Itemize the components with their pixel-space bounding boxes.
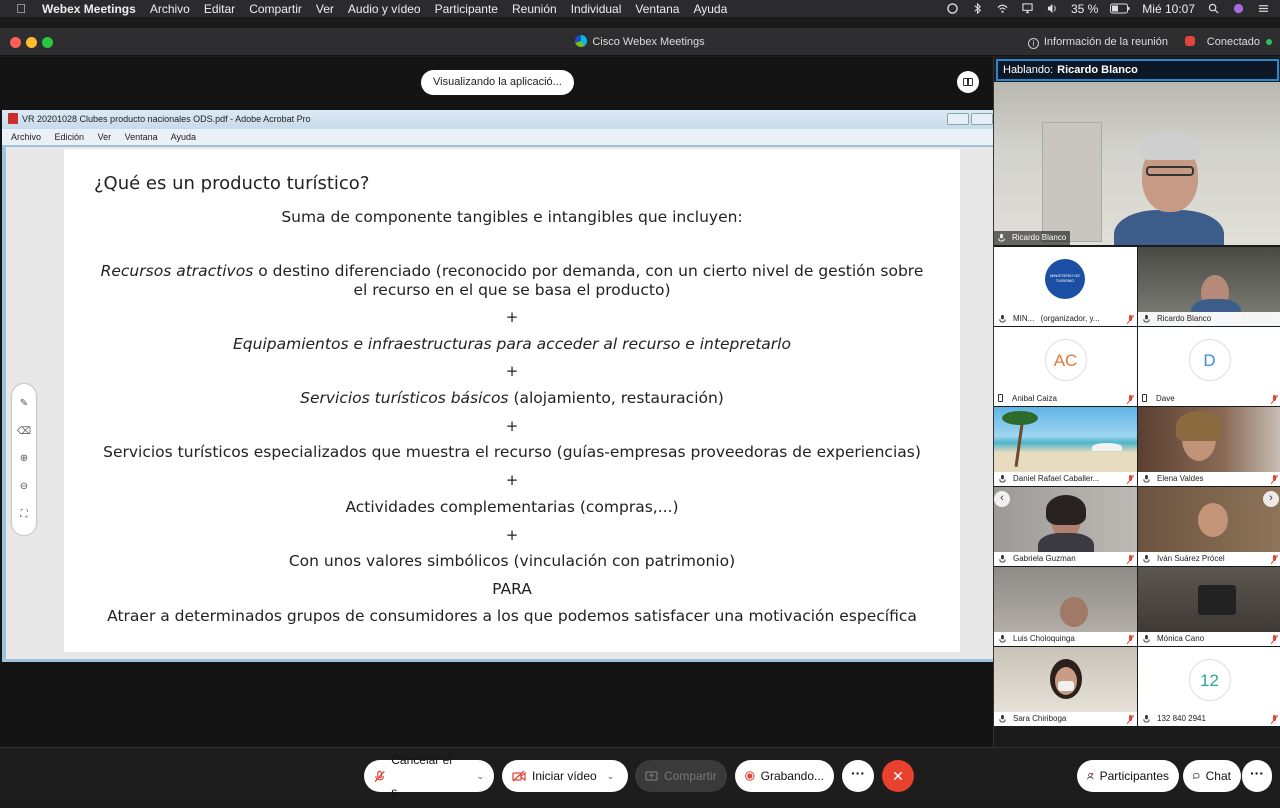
slide-plus-1: + — [505, 308, 519, 326]
slide-plus-4: + — [505, 471, 519, 489]
participant-name: Anibal Caiza — [1012, 394, 1057, 403]
layout-toggle-button[interactable] — [957, 71, 979, 93]
acrobat-restore-button[interactable] — [971, 113, 993, 125]
muted-mic-icon — [1271, 635, 1278, 644]
meeting-info-label: Información de la reunión — [1043, 36, 1168, 48]
sync-icon[interactable] — [946, 3, 959, 14]
pdf-slide — [64, 149, 960, 652]
fit-screen-icon[interactable]: ⛶ — [20, 509, 28, 521]
participant-name: Mónica Cano — [1157, 634, 1205, 643]
window-title-text: Cisco Webex Meetings — [592, 36, 705, 48]
audio-icon — [1142, 474, 1151, 483]
share-label: Compartir — [664, 769, 717, 783]
acrobat-menu-bar — [2, 129, 993, 145]
slide-line-atraer: Atraer a determinados grupos de consumidores a los que podemos satisfacer una motivación específica — [107, 607, 917, 625]
start-video-button[interactable] — [502, 760, 628, 792]
bluetooth-icon[interactable] — [971, 3, 984, 14]
phone-icon — [1142, 394, 1147, 402]
acrobat-menu-edicion[interactable]: Edición — [54, 132, 85, 142]
slide-line-equipamientos — [64, 335, 960, 353]
chevron-down-icon[interactable]: ⌄ — [476, 771, 484, 781]
slide-recursos-italic: Recursos atractivos — [100, 262, 254, 280]
participant-tile[interactable] — [1138, 327, 1280, 406]
acrobat-window-buttons — [947, 113, 993, 125]
active-speaker-label — [996, 59, 1279, 81]
wifi-icon[interactable] — [996, 3, 1009, 14]
viewing-application-pill[interactable]: Visualizando la aplicació... — [421, 70, 574, 95]
speaking-name: Ricardo Blanco — [1057, 64, 1138, 76]
video-off-icon — [512, 771, 526, 782]
participant-tile[interactable] — [994, 327, 1137, 406]
participant-name-bar — [994, 392, 1137, 406]
audio-icon — [998, 714, 1007, 723]
slide-heading: ¿Qué es un producto turístico? — [94, 173, 370, 194]
participant-tile[interactable] — [994, 647, 1137, 726]
participant-tile[interactable] — [994, 567, 1137, 646]
audio-icon — [998, 474, 1007, 483]
menu-app-name[interactable]: Webex Meetings — [42, 1, 136, 16]
next-page-button[interactable]: › — [1263, 491, 1279, 507]
participant-tile[interactable] — [1138, 247, 1280, 326]
participant-avatar: D — [1189, 339, 1231, 381]
connection-status-label: Conectado — [1206, 36, 1260, 48]
connected-dot-icon — [1266, 39, 1272, 45]
slide-line-servicios-basicos — [64, 389, 960, 407]
menu-compartir[interactable]: Compartir — [249, 1, 302, 16]
menu-archivo[interactable]: Archivo — [149, 1, 190, 16]
muted-mic-icon — [1271, 395, 1278, 404]
audio-icon — [998, 554, 1007, 563]
title-bar — [0, 28, 1280, 56]
slide-recursos-rest: o destino diferenciado (reconocido por demanda, con un cierto nivel de gestión sobre — [253, 262, 924, 280]
muted-mic-icon — [1271, 475, 1278, 484]
participant-name: Elena Valdes — [1157, 474, 1204, 483]
shared-content-area — [0, 57, 993, 747]
muted-mic-icon — [1127, 635, 1134, 644]
share-button[interactable] — [635, 760, 727, 792]
participant-name: Iván Suárez Prócel — [1157, 554, 1225, 563]
recording-indicator-icon — [1185, 36, 1195, 46]
connection-status — [1185, 28, 1272, 56]
slide-plus-3: + — [505, 417, 519, 435]
speaking-label: Hablando: — [1003, 64, 1054, 76]
unmute-label: Cancelar el s... — [391, 753, 452, 799]
eraser-icon[interactable]: ⌫ — [16, 425, 32, 437]
control-center-icon[interactable] — [1257, 3, 1270, 14]
unmute-button[interactable] — [364, 753, 494, 799]
volume-icon[interactable] — [1046, 3, 1059, 14]
participant-name: Dave — [1156, 394, 1175, 403]
slide-line-actividades: Actividades complementarias (compras,...) — [345, 498, 679, 516]
participant-name-bar — [994, 472, 1137, 486]
battery-icon[interactable] — [1110, 3, 1130, 14]
battery-percent[interactable]: 35 % — [1070, 1, 1099, 16]
muted-mic-icon — [1271, 555, 1278, 564]
acrobat-menu-ver[interactable]: Ver — [97, 132, 112, 142]
chat-icon — [1193, 770, 1200, 782]
acrobat-title-bar — [2, 110, 993, 129]
participant-name: Sara Chiriboga — [1013, 714, 1067, 723]
slide-equipamientos-italic: Equipamientos e infraestructuras para acceder al recurso e intepretarlo — [233, 335, 791, 353]
spotlight-search-icon[interactable] — [1207, 3, 1220, 14]
audio-icon — [1142, 314, 1151, 323]
meeting-info-button[interactable] — [1028, 28, 1168, 56]
more-panels-button[interactable]: ··· — [1242, 760, 1272, 792]
muted-mic-icon — [1127, 395, 1134, 404]
participants-video-panel — [993, 57, 1280, 747]
menu-participante[interactable]: Participante — [434, 1, 498, 16]
participant-name-bar — [1138, 392, 1280, 406]
menu-editar[interactable]: Editar — [203, 1, 236, 16]
prev-page-button[interactable]: ‹ — [994, 491, 1010, 507]
acrobat-menu-ventana[interactable]: Ventana — [124, 132, 158, 142]
recording-label: Grabando... — [760, 769, 824, 783]
participant-name: 132 840 2941 — [1157, 714, 1206, 723]
participant-name-bar — [1138, 552, 1280, 566]
slide-line-servicios-especializados: Servicios turísticos especializados que muestra el recurso (guías-empresas proveedoras de experiencias) — [103, 443, 921, 461]
more-options-button[interactable]: ··· — [842, 760, 874, 792]
audio-icon — [997, 233, 1006, 242]
muted-mic-icon — [1127, 315, 1134, 324]
audio-icon — [998, 314, 1007, 323]
participant-name: Daniel Rafael Caballer... — [1013, 474, 1100, 483]
audio-icon — [1142, 714, 1151, 723]
slide-servicios-basicos-rest: (alojamiento, restauración) — [508, 389, 724, 407]
slide-intro: Suma de componente tangibles e intangibles que incluyen: — [281, 208, 743, 226]
pdf-file-icon — [8, 113, 18, 124]
audio-icon — [1142, 634, 1151, 643]
slide-line-recursos-b: el recurso en el que se basa el producto) — [353, 281, 671, 299]
participant-name-bar — [1138, 472, 1280, 486]
participant-name: Luis Choloquinga — [1013, 634, 1075, 643]
participant-name-bar — [994, 632, 1137, 646]
menu-clock[interactable]: Mié 10:07 — [1142, 1, 1195, 16]
speaker-figure — [1124, 132, 1214, 245]
muted-mic-icon — [1127, 475, 1134, 484]
participant-avatar: AC — [1045, 339, 1087, 381]
menu-individual[interactable]: Individual — [570, 1, 622, 16]
muted-mic-icon — [1127, 555, 1134, 564]
slide-line-valores: Con unos valores simbólicos (vinculación con patrimonio) — [288, 552, 736, 570]
background-door — [1042, 122, 1102, 242]
acrobat-menu-ayuda[interactable]: Ayuda — [170, 132, 197, 142]
menu-bar — [0, 0, 1280, 17]
participant-tile[interactable] — [994, 487, 1137, 566]
chat-label: Chat — [1205, 769, 1231, 783]
participant-name-bar — [1138, 312, 1280, 326]
participant-tile[interactable] — [1138, 647, 1280, 726]
recording-button[interactable] — [735, 760, 834, 792]
acrobat-title: VR 20201028 Clubes producto nacionales ODS.pdf - Adobe Acrobat Pro — [22, 114, 311, 124]
participants-icon — [1087, 770, 1094, 783]
participant-tile[interactable] — [994, 247, 1137, 326]
participant-tile[interactable] — [994, 407, 1137, 486]
slide-para: PARA — [492, 580, 532, 598]
menu-ventana[interactable]: Ventana — [635, 1, 680, 16]
main-video-name: Ricardo Blanco — [1012, 233, 1067, 242]
menu-ayuda[interactable]: Ayuda — [693, 1, 728, 16]
active-speaker-video[interactable] — [994, 82, 1280, 245]
participant-name-bar — [994, 312, 1137, 326]
participant-name-bar — [1138, 632, 1280, 646]
slide-plus-5: + — [505, 526, 519, 544]
end-meeting-button[interactable]: ✕ — [882, 760, 914, 792]
record-icon — [745, 770, 755, 782]
apple-icon[interactable] — [14, 1, 28, 16]
webex-logo-icon — [575, 35, 587, 47]
muted-mic-icon — [1127, 715, 1134, 724]
audio-icon — [1142, 554, 1151, 563]
participant-role: (organizador, y... — [1040, 314, 1100, 323]
participant-name-bar — [1138, 712, 1280, 726]
main-video-name-bar — [994, 231, 1070, 245]
webex-window — [0, 28, 1280, 800]
draw-icon[interactable]: ✎ — [19, 397, 29, 409]
zoom-in-icon[interactable]: ⊕ — [19, 453, 29, 465]
slide-line-recursos — [64, 262, 960, 280]
participant-tile[interactable] — [1138, 407, 1280, 486]
meeting-controls — [0, 747, 1280, 800]
menu-ver[interactable]: Ver — [315, 1, 334, 16]
acrobat-minimize-button[interactable] — [947, 113, 969, 125]
participant-name-bar — [994, 552, 1137, 566]
layout-icon — [963, 78, 973, 86]
ministry-logo-text: MINISTERIO DE TURISMO — [1049, 273, 1080, 283]
info-icon: i — [1028, 38, 1039, 49]
start-video-label: Iniciar vídeo — [532, 769, 597, 783]
siri-icon[interactable] — [1232, 3, 1245, 14]
menu-audio-video[interactable]: Audio y vídeo — [347, 1, 421, 16]
slide-servicios-basicos-italic: Servicios turísticos básicos — [300, 389, 509, 407]
airplay-icon[interactable] — [1021, 3, 1034, 14]
acrobat-menu-archivo[interactable]: Archivo — [11, 132, 42, 142]
muted-mic-icon — [1271, 715, 1278, 724]
acrobat-window — [2, 110, 993, 662]
zoom-out-icon[interactable]: ⊖ — [19, 481, 29, 493]
participant-tile[interactable] — [1138, 487, 1280, 566]
slide-plus-2: + — [505, 362, 519, 380]
muted-mic-icon — [374, 770, 385, 783]
chevron-down-icon[interactable]: ⌄ — [606, 771, 615, 781]
participant-name: Gabriela Guzman — [1013, 554, 1076, 563]
menu-reunion[interactable]: Reunión — [511, 1, 557, 16]
participant-tile[interactable] — [1138, 567, 1280, 646]
participant-name-bar — [994, 712, 1137, 726]
audio-icon — [998, 634, 1007, 643]
phone-icon — [998, 394, 1003, 402]
participants-label: Participantes — [1099, 769, 1169, 783]
annotation-toolbar — [12, 384, 36, 535]
acrobat-document-area — [6, 147, 993, 659]
share-screen-icon — [645, 771, 658, 782]
participant-avatar: 12 — [1189, 659, 1231, 701]
participant-name: MIN... — [1013, 314, 1035, 323]
participants-button[interactable] — [1077, 760, 1179, 792]
chat-button[interactable] — [1183, 760, 1241, 792]
participant-name: Ricardo Blanco — [1157, 314, 1212, 323]
